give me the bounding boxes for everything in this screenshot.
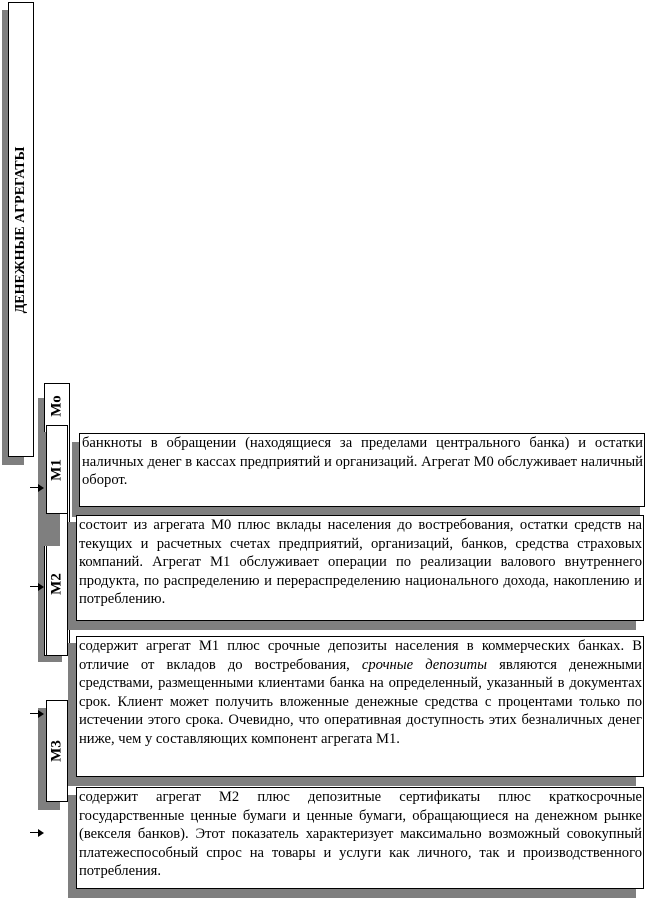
diagram-title: ДЕНЕЖНЫЕ АГРЕГАТЫ: [13, 146, 28, 313]
m2-description-box: [76, 636, 644, 777]
m3-label-box: [46, 700, 68, 802]
m1-label-box: [46, 425, 68, 514]
m2-label: М2: [48, 573, 65, 595]
m3-description: содержит агрегат М2 плюс депозитные сертификаты плюс краткосрочные государственные ценные бумаги и ценные бумаги, обращающиеся на денежном рынке (векселя банков). Этот показатель характеризует максимально возможный совокупный платежеспособный спрос на товары и услуги как личного, так и производственного потребления.: [79, 789, 642, 879]
m0-description: банкноты в обращении (находящиеся за пределами центрального банка) и остатки наличных денег в кассах предприятий и организаций. Агрегат М0 обслуживает наличный оборот.: [82, 435, 643, 488]
m4-arrow-icon: [30, 828, 44, 838]
m3-description-box: [76, 787, 644, 889]
m2-description-part2: являются денежными средствами, размещенными клиентами банка на определенный, указанный в документах срок. Клиент может получить вложенные денежные средства с процентами только по истечении этого срока. Очевидно, что оперативная доступность этих безналичных денег ниже, чем у составляющих компонент агрегата М1.: [79, 656, 642, 747]
m3-arrow-icon: [30, 709, 44, 719]
m0-label-box: [46, 385, 68, 427]
m3-label: М3: [48, 740, 65, 762]
m0-description-box: [79, 433, 645, 507]
m0-label: Мо: [48, 395, 65, 417]
m1-description: состоит из агрегата М0 плюс вклады населения до востребования, остатки средств на текущих и расчетных счетах предприятий, организаций, банков, средства страховых компаний. Агрегат М1 обслуживает операции по реализации валового внутреннего продукта, по распределению и перераспределению национального дохода, накоплению и потреблению.: [79, 517, 642, 607]
m2-description-part1: содержит агрегат М1 плюс срочные депозиты населения в коммерческих банках. В отличие от вкладов до востребования,: [79, 638, 642, 673]
m1-arrow-icon: [30, 483, 44, 493]
m1-description-box: [76, 515, 644, 621]
m1-label: М1: [48, 458, 65, 481]
title-box: [8, 2, 34, 457]
m2-description: [79, 637, 642, 748]
m2-arrow-icon: [30, 582, 44, 592]
m2-description-emphasis: срочные депозиты: [361, 656, 488, 673]
